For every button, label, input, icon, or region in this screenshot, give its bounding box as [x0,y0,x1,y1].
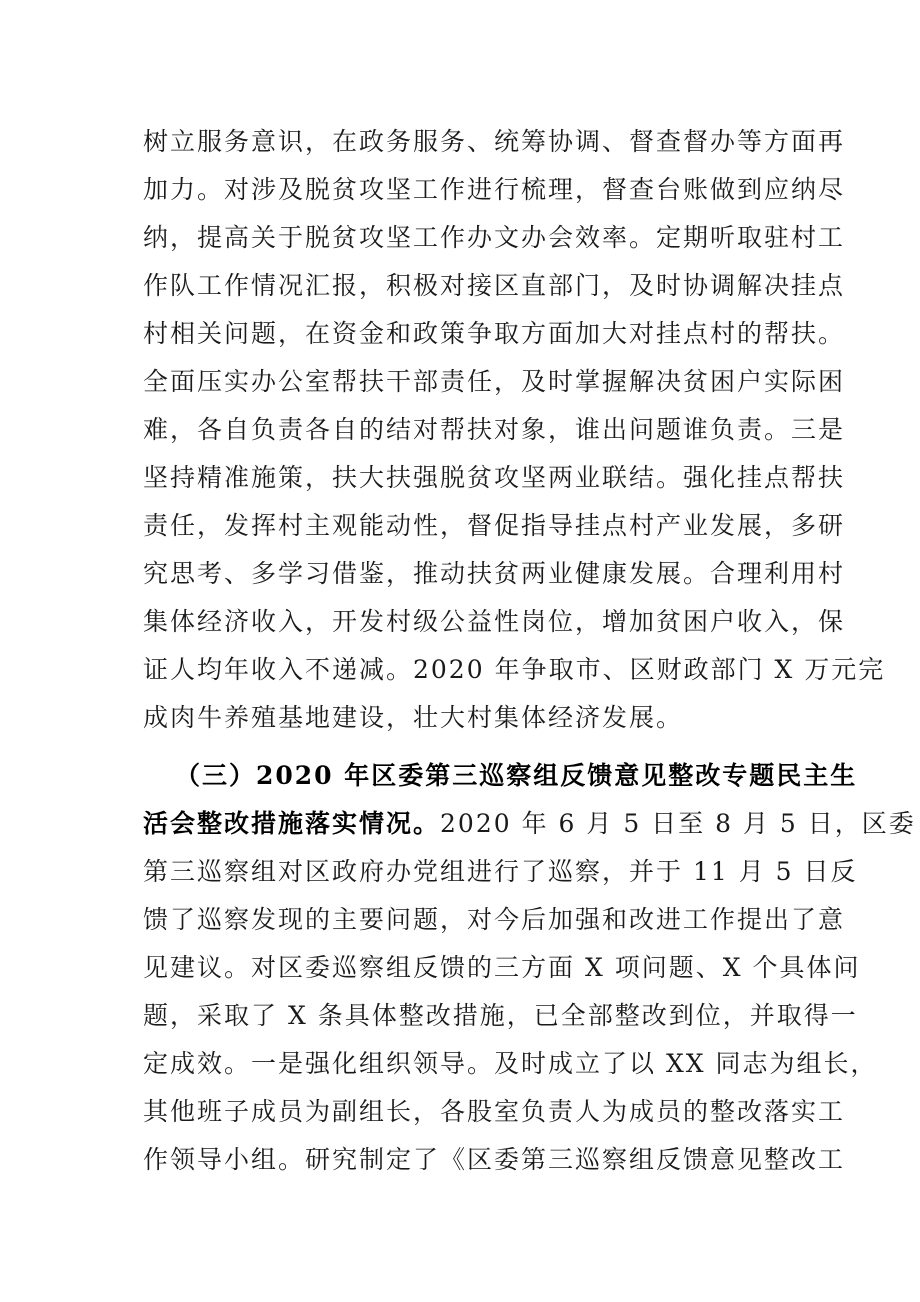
text-line: 定成效。一是强化组织领导。及时成立了以 XX 同志为组长， [143,1049,878,1078]
text-line: 成肉牛养殖基地建设，壮大村集体经济发展。 [143,703,684,732]
text-line: 作队工作情况汇报，积极对接区直部门，及时协调解决挂点 [143,271,846,300]
text-line: 纳，提高关于脱贫攻坚工作办文办会效率。定期听取驻村工 [143,223,846,252]
text-line: 集体经济收入，开发村级公益性岗位，增加贫困户收入，保 [143,607,846,636]
section-heading-line [175,752,857,800]
section-heading-continued: 活会整改措施落实情况。 [143,809,441,838]
text-line: 究思考、多学习借鉴，推动扶贫两业健康发展。合理利用村 [143,559,846,588]
text-line: 难，各自负责各自的结对帮扶对象，谁出问题谁负责。三是 [143,415,846,444]
text-line: 见建议。对区委巡察组反馈的三方面 X 项问题、X 个具体问 [143,953,861,982]
text-line [143,800,916,848]
text-line: 村相关问题，在资金和政策争取方面加大对挂点村的帮扶。 [143,319,846,348]
text-line: 其他班子成员为副组长，各股室负责人为成员的整改落实工 [143,1097,846,1126]
text-line: 第三巡察组对区政府办党组进行了巡察，并于 11 月 5 日反 [143,857,858,886]
section-heading: （三）2020 年区委第三巡察组反馈意见整改专题民主生 [175,761,858,790]
text-line: 树立服务意识，在政务服务、统筹协调、督查督办等方面再 [143,127,846,156]
text-line: 证人均年收入不递减。2020 年争取市、区财政部门 X 万元完 [143,655,886,684]
text-line: 全面压实办公室帮扶干部责任，及时掌握解决贫困户实际困 [143,367,846,396]
text-line: 责任，发挥村主观能动性，督促指导挂点村产业发展，多研 [143,511,846,540]
text-run: 2020 年 6 月 5 日至 8 月 5 日，区委 [440,809,916,838]
text-line: 加力。对涉及脱贫攻坚工作进行梳理，督查台账做到应纳尽 [143,175,846,204]
text-line: 馈了巡察发现的主要问题，对今后加强和改进工作提出了意 [143,905,846,934]
text-line: 作领导小组。研究制定了《区委第三巡察组反馈意见整改工 [143,1145,846,1174]
text-line: 题，采取了 X 条具体整改措施，已全部整改到位，并取得一 [143,1001,858,1030]
text-line: 坚持精准施策，扶大扶强脱贫攻坚两业联结。强化挂点帮扶 [143,463,846,492]
